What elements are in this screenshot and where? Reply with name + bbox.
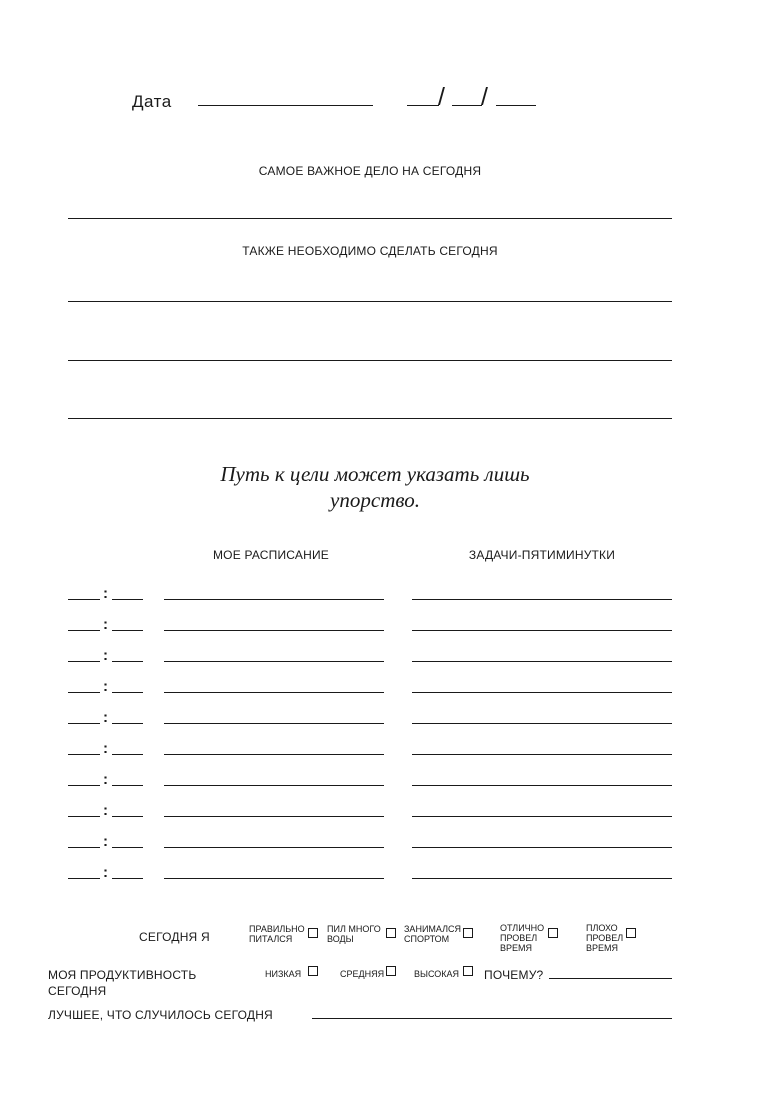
productivity-low-label: НИЗКАЯ (265, 969, 302, 979)
task-entry-line[interactable] (412, 630, 672, 631)
date-separator-1: / (438, 83, 445, 111)
schedule-entry-line[interactable] (164, 878, 384, 879)
today-option-line: ВОДЫ (327, 934, 354, 944)
also-needed-line-3[interactable] (68, 418, 672, 419)
date-label: Дата (132, 92, 172, 111)
schedule-entry-line[interactable] (164, 785, 384, 786)
today-option-great-time (500, 923, 544, 953)
schedule-entry-line[interactable] (164, 847, 384, 848)
date-text-field[interactable] (198, 105, 373, 106)
schedule-hour-field[interactable] (68, 754, 100, 755)
quote-line-2: упорство. (330, 488, 420, 512)
task-entry-line[interactable] (412, 599, 672, 600)
schedule-hour-field[interactable] (68, 630, 100, 631)
today-option-line: ПИТАЛСЯ (249, 934, 293, 944)
date-day-field[interactable] (407, 105, 439, 106)
today-option-line: ВРЕМЯ (586, 943, 619, 953)
date-month-field[interactable] (452, 105, 482, 106)
bad-time-checkbox[interactable] (626, 928, 636, 938)
also-needed-line-2[interactable] (68, 360, 672, 361)
quote-line-1: Путь к цели может указать лишь (220, 462, 530, 486)
schedule-hour-field[interactable] (68, 692, 100, 693)
schedule-hour-field[interactable] (68, 723, 100, 724)
schedule-entry-line[interactable] (164, 599, 384, 600)
schedule-minute-field[interactable] (112, 816, 143, 817)
also-needed-heading: ТАКЖЕ НЕОБХОДИМО СДЕЛАТЬ СЕГОДНЯ (242, 244, 498, 258)
tasks-heading: ЗАДАЧИ-ПЯТИМИНУТКИ (468, 548, 616, 562)
schedule-hour-field[interactable] (68, 661, 100, 662)
task-entry-line[interactable] (412, 816, 672, 817)
schedule-minute-field[interactable] (112, 878, 143, 879)
today-option-line: ПРОВЕЛ (500, 933, 538, 943)
schedule-entry-line[interactable] (164, 661, 384, 662)
also-needed-line-1[interactable] (68, 301, 672, 302)
schedule-minute-field[interactable] (112, 599, 143, 600)
today-option-sport (404, 924, 461, 944)
schedule-hour-field[interactable] (68, 878, 100, 879)
task-entry-line[interactable] (412, 692, 672, 693)
schedule-time-colon: : (103, 864, 108, 881)
today-i-label: СЕГОДНЯ Я (139, 930, 210, 944)
schedule-time-colon: : (103, 802, 108, 819)
productivity-label-line-2: СЕГОДНЯ (48, 984, 107, 998)
drank-water-checkbox[interactable] (386, 928, 396, 938)
productivity-low-checkbox[interactable] (308, 966, 318, 976)
schedule-time-colon: : (103, 740, 108, 757)
why-answer-line[interactable] (549, 978, 672, 979)
schedule-hour-field[interactable] (68, 785, 100, 786)
most-important-heading: САМОЕ ВАЖНОЕ ДЕЛО НА СЕГОДНЯ (258, 164, 482, 178)
productivity-medium-label: СРЕДНЯЯ (340, 969, 385, 979)
schedule-minute-field[interactable] (112, 661, 143, 662)
task-entry-line[interactable] (412, 785, 672, 786)
productivity-high-label: ВЫСОКАЯ (414, 969, 460, 979)
schedule-time-colon: : (103, 678, 108, 695)
ate-right-checkbox[interactable] (308, 928, 318, 938)
task-entry-line[interactable] (412, 878, 672, 879)
schedule-minute-field[interactable] (112, 754, 143, 755)
schedule-hour-field[interactable] (68, 599, 100, 600)
sport-checkbox[interactable] (463, 928, 473, 938)
schedule-heading: МОЕ РАСПИСАНИЕ (212, 548, 330, 562)
today-option-line: ЗАНИМАЛСЯ (404, 924, 462, 934)
today-option-line: СПОРТОМ (404, 934, 450, 944)
best-thing-answer-line[interactable] (312, 1018, 672, 1019)
schedule-entry-line[interactable] (164, 754, 384, 755)
task-entry-line[interactable] (412, 661, 672, 662)
schedule-entry-line[interactable] (164, 630, 384, 631)
schedule-minute-field[interactable] (112, 723, 143, 724)
date-year-field[interactable] (496, 105, 536, 106)
schedule-hour-field[interactable] (68, 816, 100, 817)
productivity-medium-checkbox[interactable] (386, 966, 396, 976)
task-entry-line[interactable] (412, 723, 672, 724)
schedule-hour-field[interactable] (68, 847, 100, 848)
schedule-time-colon: : (103, 585, 108, 602)
schedule-time-colon: : (103, 616, 108, 633)
today-option-line: ПРАВИЛЬНО (249, 924, 305, 934)
schedule-minute-field[interactable] (112, 847, 143, 848)
schedule-entry-line[interactable] (164, 816, 384, 817)
schedule-time-colon: : (103, 647, 108, 664)
today-option-bad-time (586, 923, 623, 953)
task-entry-line[interactable] (412, 847, 672, 848)
schedule-entry-line[interactable] (164, 723, 384, 724)
most-important-line[interactable] (68, 218, 672, 219)
great-time-checkbox[interactable] (548, 928, 558, 938)
schedule-time-colon: : (103, 833, 108, 850)
productivity-label-line-1: МОЯ ПРОДУКТИВНОСТЬ (48, 968, 197, 982)
today-option-line: ВРЕМЯ (500, 943, 533, 953)
why-label: ПОЧЕМУ? (484, 968, 544, 982)
productivity-high-checkbox[interactable] (463, 966, 473, 976)
date-separator-2: / (481, 83, 488, 111)
schedule-time-colon: : (103, 709, 108, 726)
today-option-line: ОТЛИЧНО (500, 923, 545, 933)
today-option-line: ПЛОХО (586, 923, 618, 933)
schedule-minute-field[interactable] (112, 630, 143, 631)
today-option-line: ПРОВЕЛ (586, 933, 624, 943)
schedule-time-colon: : (103, 771, 108, 788)
schedule-minute-field[interactable] (112, 785, 143, 786)
task-entry-line[interactable] (412, 754, 672, 755)
today-option-drank-water (327, 924, 381, 944)
best-thing-label: ЛУЧШЕЕ, ЧТО СЛУЧИЛОСЬ СЕГОДНЯ (48, 1008, 273, 1022)
schedule-minute-field[interactable] (112, 692, 143, 693)
today-option-line: ПИЛ МНОГО (327, 924, 381, 934)
schedule-entry-line[interactable] (164, 692, 384, 693)
today-option-ate-right (249, 924, 305, 944)
